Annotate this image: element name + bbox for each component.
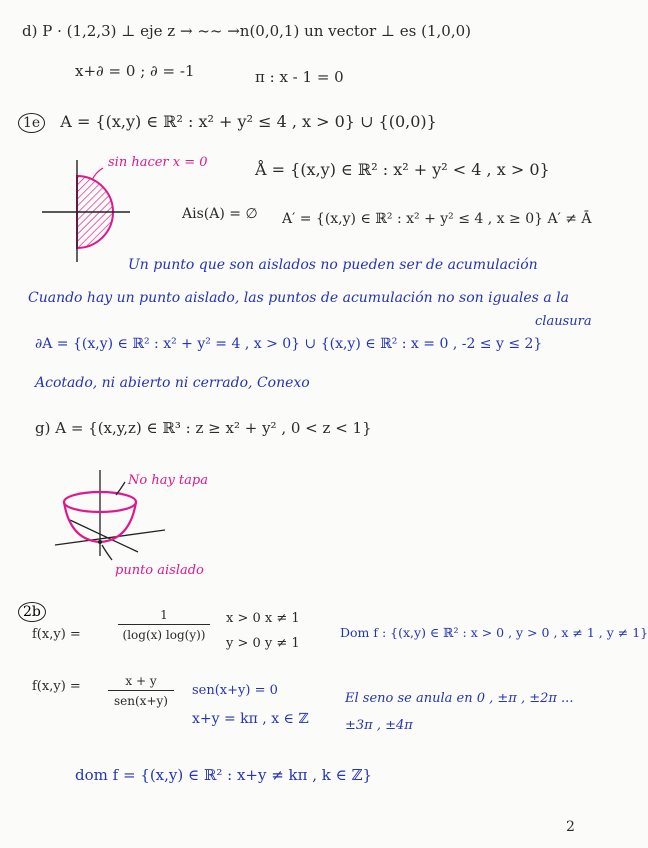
ex-1e-derived: A′ = {(x,y) ∈ ℝ² : x² + y² ≤ 4 , x ≥ 0} A′ ≠ Ā <box>282 211 592 227</box>
ex-2b-f1-lhs: f(x,y) = <box>32 627 81 642</box>
ex-2b-f2-cond1: sen(x+y) = 0 <box>192 683 278 698</box>
half-disk-sketch <box>42 160 130 262</box>
ex-1e-properties: Acotado, ni abierto ni cerrado, Conexo <box>35 375 310 391</box>
ex-1e-isolated: Ais(A) = ∅ <box>182 206 258 222</box>
ex-2b-f2-cond2: x+y = kπ , x ∈ ℤ <box>192 711 309 727</box>
ex-g-pink-bottom: punto aislado <box>115 563 204 578</box>
ex-1e-set: A = {(x,y) ∈ ℝ² : x² + y² ≤ 4 , x > 0} ∪ {(0,0)} <box>60 112 437 131</box>
ex-2b-f2-den: sen(x+y) <box>108 690 174 708</box>
page-number: 2 <box>566 819 575 835</box>
ex-2b-f1-cond2: y > 0 y ≠ 1 <box>226 636 300 651</box>
ex-2b-f1-den: (log(x) log(y)) <box>118 624 210 642</box>
ex-g-set: g) A = {(x,y,z) ∈ ℝ³ : z ≥ x² + y² , 0 < z < 1} <box>35 419 372 437</box>
ex-1e-interior: Å = {(x,y) ∈ ℝ² : x² + y² < 4 , x > 0} <box>255 160 550 179</box>
ex-2b-f1-cond1: x > 0 x ≠ 1 <box>226 611 300 626</box>
ex-1e-note-closure: Cuando hay un punto aislado, las puntos de acumulación no son iguales a la <box>28 290 569 306</box>
ex-1e-note-closure-end: clausura <box>535 314 592 329</box>
ex-2b-f1-domain: Dom f : {(x,y) ∈ ℝ² : x > 0 , y > 0 , x ≠ 1 , y ≠ 1} <box>340 625 648 640</box>
ex-2b-f2-note1: El seno se anula en 0 , ±π , ±2π ... <box>345 691 574 706</box>
arrow-isolated-point <box>102 545 112 560</box>
pink-arrow-note <box>92 168 103 180</box>
ex-1e-boundary: ∂A = {(x,y) ∈ ℝ² : x² + y² = 4 , x > 0} ∪ {(x,y) ∈ ℝ² : x = 0 , -2 ≤ y ≤ 2} <box>35 336 543 352</box>
paraboloid-sketch <box>55 470 165 560</box>
ex-1e-pink-note: sin hacer x = 0 <box>108 155 208 170</box>
part-d-eq-left: x+∂ = 0 ; ∂ = -1 <box>75 62 195 80</box>
x-axis-3d <box>55 530 165 545</box>
ex-2b-f1-num: 1 <box>160 608 168 622</box>
ex-1e-note-isolated: Un punto que son aislados no pueden ser de acumulación <box>128 257 538 273</box>
ex-2b-label: 2b <box>18 602 46 622</box>
ex-2b-f2-note2: ±3π , ±4π <box>345 718 413 733</box>
ex-2b-f2-num: x + y <box>125 674 157 688</box>
ex-g-pink-top: No hay tapa <box>128 473 208 488</box>
ex-1e-label: 1e <box>18 113 45 133</box>
part-d-plane: π : x - 1 = 0 <box>255 68 344 86</box>
part-d-line1: d) P · (1,2,3) ⊥ eje z → ~~ →n(0,0,1) un vector ⊥ es (1,0,0) <box>22 22 472 40</box>
ex-2b-final-domain: dom f = {(x,y) ∈ ℝ² : x+y ≠ kπ , k ∈ ℤ} <box>75 766 373 784</box>
isolated-point <box>98 540 102 544</box>
ex-2b-f2-lhs: f(x,y) = <box>32 679 81 694</box>
